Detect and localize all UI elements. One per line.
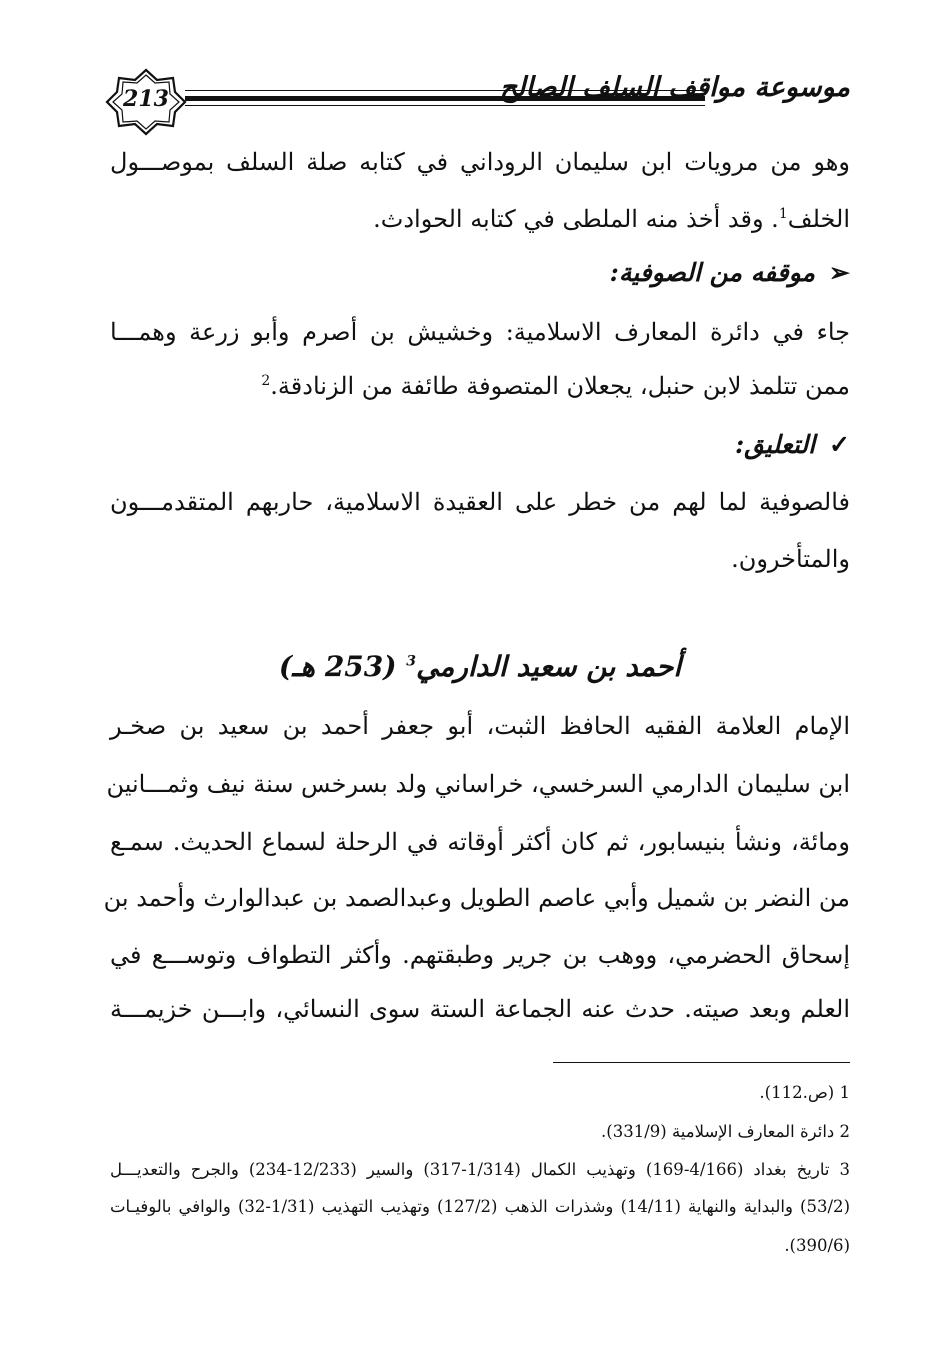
footnote-separator <box>553 1062 850 1063</box>
paragraph-1-rest: . وقد أخذ منه الملطى في كتابه الحوادث. <box>373 205 779 233</box>
section-heading-text: التعليق: <box>734 430 816 459</box>
page-number-badge <box>105 68 187 136</box>
check-mark-icon: ✓ <box>829 430 850 459</box>
section-heading-text: موقفه من الصوفية: <box>609 258 816 287</box>
biography-year: (253 هـ) <box>278 650 397 683</box>
page-number: 213 <box>123 86 169 112</box>
paragraph-4-line-3: ومائة، ونشأ بنيسابور، ثم كان أكثر أوقاته في الرحلة لسماع الحديث. سمـع <box>110 828 850 856</box>
series-title: موسوعة مواقف السلف الصالح <box>499 72 850 103</box>
paragraph-1-line-2 <box>373 205 850 233</box>
paragraph-3-line-2: والمتأخرون. <box>731 545 850 573</box>
footnote-3-line-3: (390/6). <box>784 1236 850 1255</box>
paragraph-1-word: الخلف <box>787 205 850 233</box>
footnote-3-line-2: (53/2) والبداية والنهاية (14/11) وشذرات الذهب (127/2) وتهذيب التهذيب (1/31-32) والوافي بالوفيـات <box>110 1197 850 1216</box>
footnote-2: 2 دائرة المعارف الإسلامية (331/9). <box>601 1122 850 1141</box>
paragraph-2-line-2 <box>261 372 850 400</box>
paragraph-4-line-6: العلم وبعد صيته. حدث عنه الجماعة الستة سوى النسائي، وابـــن خزيمـــة <box>110 995 851 1023</box>
section-heading-comment <box>735 430 850 459</box>
arrow-bullet-icon: ➢ <box>829 258 850 287</box>
paragraph-1-line-1: وهو من مرويات ابن سليمان الروداني في كتابه صلة السلف بموصـــول <box>110 148 850 176</box>
footnote-ref-3: 3 <box>406 653 417 670</box>
paragraph-4-line-4: من النضر بن شميل وأبي عاصم الطويل وعبدالصمد بن عبدالوارث وأحمد بن <box>103 884 850 912</box>
biography-name: أحمد بن سعيد الدارمي <box>416 650 682 683</box>
footnote-1: 1 (ص.112). <box>759 1083 850 1102</box>
paragraph-3-line-1: فالصوفية لما لهم من خطر على العقيدة الاسلامية، حاربهم المتقدمـــون <box>110 488 850 516</box>
paragraph-4-line-2: ابن سليمان الدارمي السرخسي، خراساني ولد بسرخس سنة نيف وثمـــانين <box>106 770 850 798</box>
header-rule-bottom <box>185 105 705 106</box>
footnote-3-line-1: 3 تاريخ بغداد (4/166-169) وتهذيب الكمال (1/314-317) والسير (12/233-234) والجرح والتعديـــل <box>110 1160 850 1179</box>
biography-title <box>110 650 850 683</box>
page-header <box>105 68 850 136</box>
section-heading-sufism <box>610 258 850 287</box>
paragraph-2-line-1: جاء في دائرة المعارف الاسلامية: وخشيش بن أصرم وأبو زرعة وهمـــا <box>110 318 850 346</box>
paragraph-4-line-1: الإمام العلامة الفقيه الحافظ الثبت، أبو جعفر أحمد بن سعيد بن صخـر <box>110 712 850 740</box>
paragraph-2-text: ممن تتلمذ لابن حنبل، يجعلان المتصوفة طائفة من الزنادقة. <box>270 372 850 400</box>
footnote-ref-1: 1 <box>778 206 788 222</box>
footnote-ref-2: 2 <box>261 373 271 389</box>
paragraph-4-line-5: إسحاق الحضرمي، ووهب بن جرير وطبقتهم. وأكثر التطواف وتوســـع في <box>110 941 850 969</box>
